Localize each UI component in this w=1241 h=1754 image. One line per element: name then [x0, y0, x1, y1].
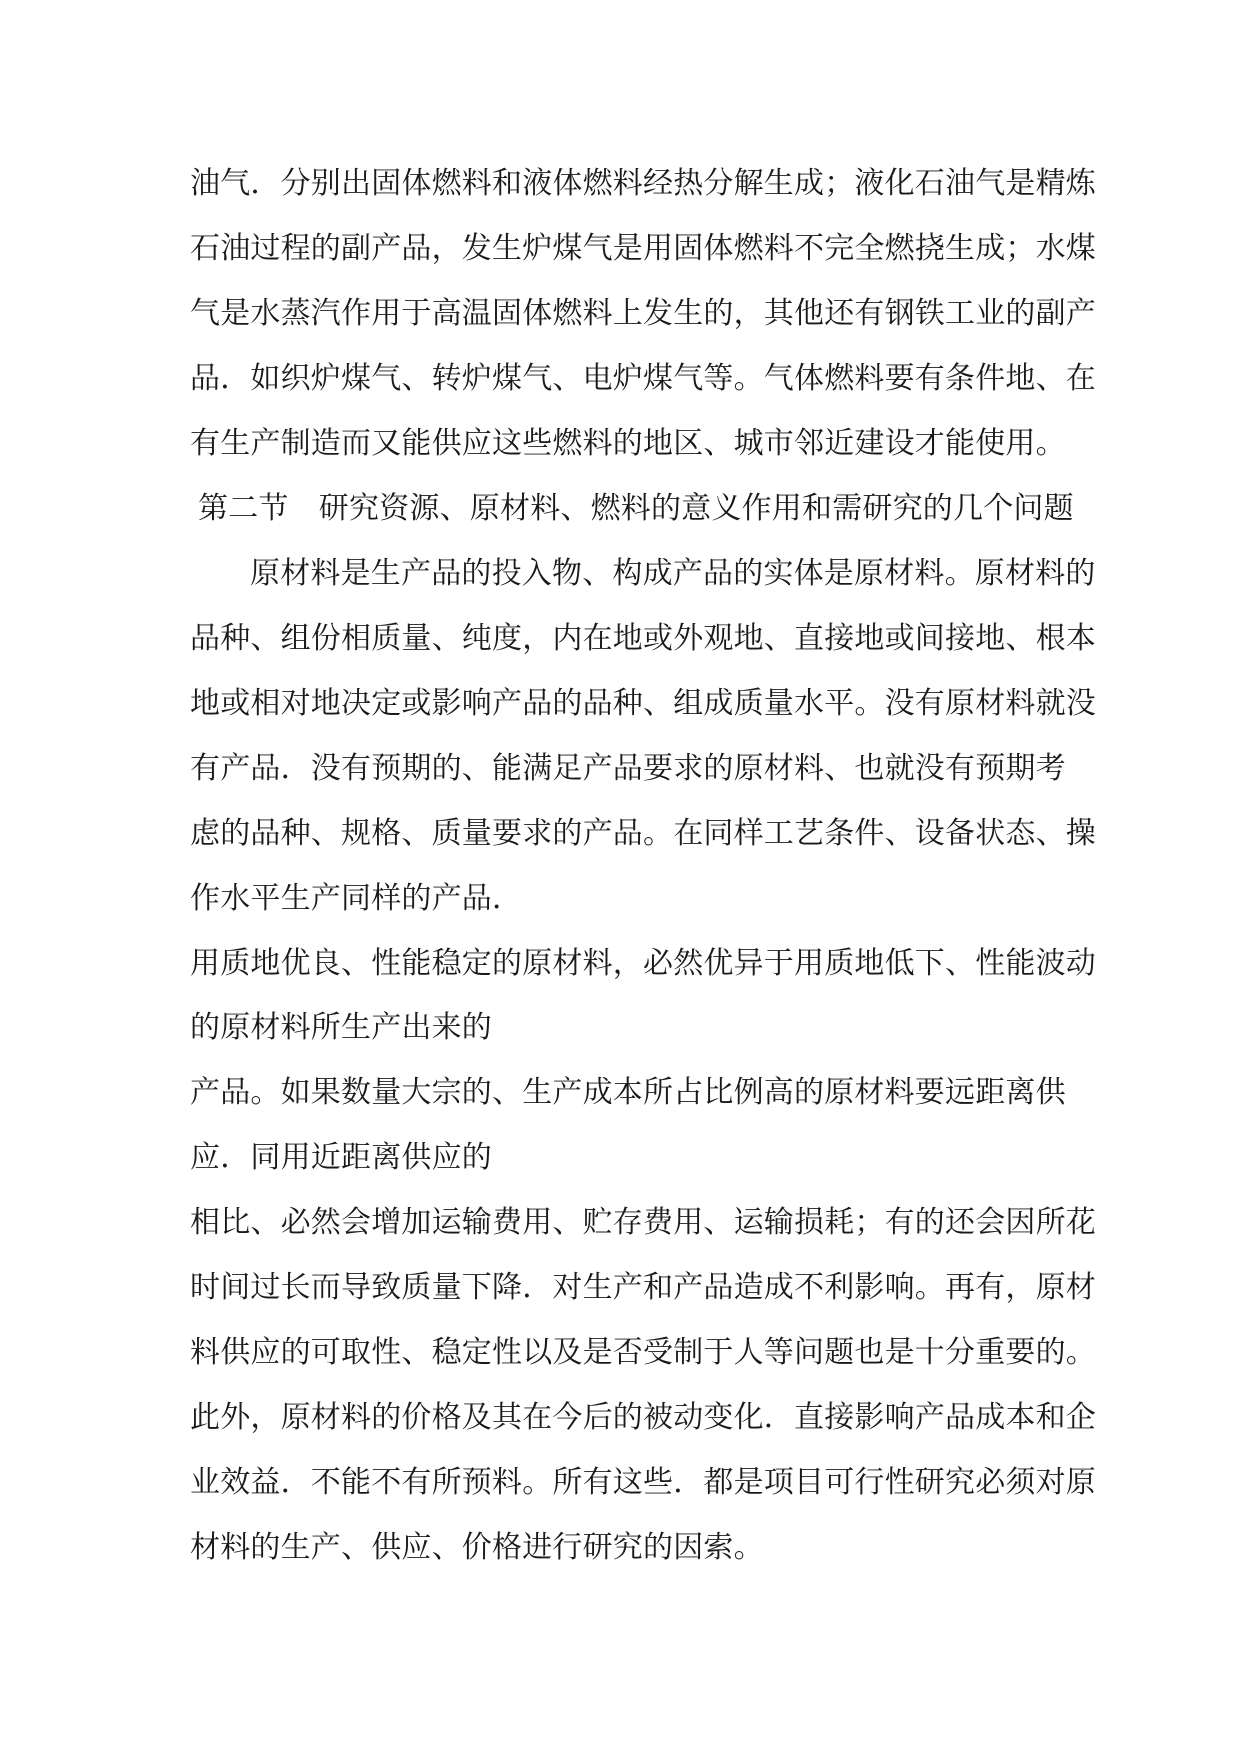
body-text-line: 有产品．没有预期的、能满足产品要求的原材料、也就没有预期考 — [190, 751, 1066, 786]
body-text-line: 作水平生产同样的产品． — [190, 881, 523, 916]
section-heading: 第二节 研究资源、原材料、燃料的意义作用和需研究的几个问题 — [198, 491, 1074, 526]
body-text-line: 材料的生产、供应、价格进行研究的因索。 — [190, 1530, 764, 1565]
body-text-line: 品．如织炉煤气、转炉煤气、电炉煤气等。气体燃料要有条件地、在 — [190, 361, 1096, 396]
body-text-line: 应．同用近距离供应的 — [190, 1140, 492, 1175]
body-text-line: 产品。如果数量大宗的、生产成本所占比例高的原材料要远距离供 — [190, 1075, 1066, 1110]
body-text-line: 此外，原材料的价格及其在今后的被动变化．直接影响产品成本和企 — [190, 1400, 1096, 1435]
body-text-line: 石油过程的副产品，发生炉煤气是用固体燃料不完全燃挠生成；水煤 — [190, 231, 1096, 266]
body-text-line: 地或相对地决定或影响产品的品种、组成质量水平。没有原材料就没 — [190, 686, 1096, 721]
body-text-line: 品种、组份相质量、纯度，内在地或外观地、直接地或间接地、根本 — [190, 621, 1096, 656]
body-text-line: 的原材料所生产出来的 — [190, 1010, 492, 1045]
body-text-line: 油气．分别出固体燃料和液体燃料经热分解生成；液化石油气是精炼 — [190, 166, 1096, 201]
body-text-line: 时间过长而导致质量下降．对生产和产品造成不利影响。再有，原材 — [190, 1270, 1096, 1305]
body-text-line: 料供应的可取性、稳定性以及是否受制于人等问题也是十分重要的。 — [190, 1335, 1096, 1370]
body-text-line: 有生产制造而又能供应这些燃料的地区、城市邻近建设才能使用。 — [190, 426, 1066, 461]
body-text-line: 业效益．不能不有所预料。所有这些．都是项目可行性研究必须对原 — [190, 1465, 1096, 1500]
body-text-line: 原材料是生产品的投入物、构成产品的实体是原材料。原材料的 — [250, 556, 1096, 591]
body-text-line: 虑的品种、规格、质量要求的产品。在同样工艺条件、设备状态、操 — [190, 816, 1096, 851]
body-text-line: 相比、必然会增加运输费用、贮存费用、运输损耗；有的还会因所花 — [190, 1205, 1096, 1240]
body-text-line: 用质地优良、性能稳定的原材料，必然优异于用质地低下、性能波动 — [190, 946, 1096, 981]
body-text-line: 气是水蒸汽作用于高温固体燃料上发生的，其他还有钢铁工业的副产 — [190, 296, 1096, 331]
